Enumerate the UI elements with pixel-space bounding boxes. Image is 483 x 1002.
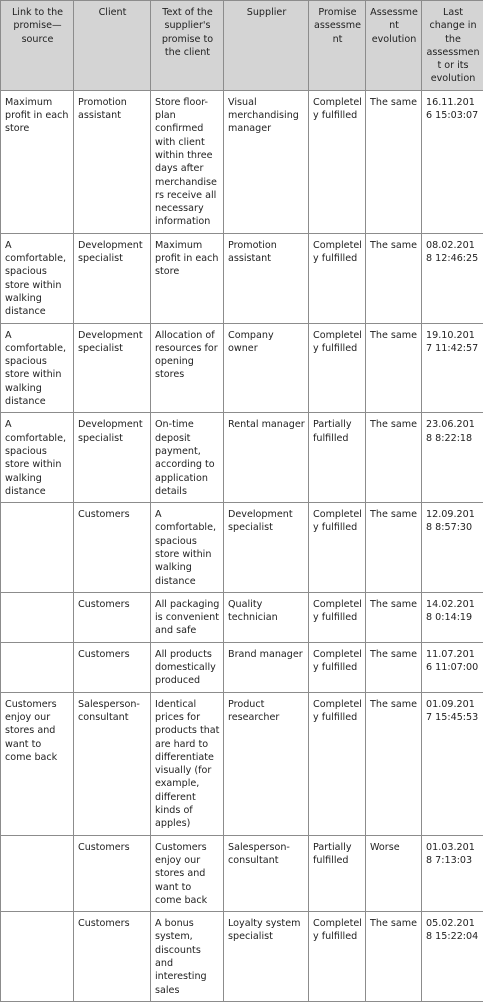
cell-evolution: The same xyxy=(366,692,422,835)
cell-promise: All packaging is convenient and safe xyxy=(151,592,224,642)
cell-promise: Customers enjoy our stores and want to come back xyxy=(151,835,224,911)
cell-link: A comfortable, spacious store within walking distance xyxy=(1,323,74,413)
cell-supplier: Rental manager xyxy=(224,413,309,503)
cell-evolution: The same xyxy=(366,413,422,503)
cell-client: Salesperson-consultant xyxy=(74,692,151,835)
cell-assessment: Completely fulfilled xyxy=(309,912,366,1002)
cell-link: Maximum profit in each store xyxy=(1,90,74,233)
cell-client: Development specialist xyxy=(74,233,151,323)
cell-last-change: 05.02.2018 15:22:04 xyxy=(422,912,483,1002)
cell-client: Development specialist xyxy=(74,413,151,503)
header-supplier: Supplier xyxy=(224,1,309,91)
cell-last-change: 16.11.2016 15:03:07 xyxy=(422,90,483,233)
header-client: Client xyxy=(74,1,151,91)
cell-evolution: The same xyxy=(366,642,422,692)
cell-promise: Maximum profit in each store xyxy=(151,233,224,323)
table-header xyxy=(1,1,483,91)
cell-evolution: The same xyxy=(366,503,422,593)
cell-assessment: Completely fulfilled xyxy=(309,233,366,323)
cell-last-change: 08.02.2018 12:46:25 xyxy=(422,233,483,323)
cell-supplier: Product researcher xyxy=(224,692,309,835)
table-row xyxy=(1,413,483,503)
cell-client: Customers xyxy=(74,503,151,593)
cell-evolution: The same xyxy=(366,592,422,642)
cell-supplier: Company owner xyxy=(224,323,309,413)
cell-client: Customers xyxy=(74,642,151,692)
cell-promise: A comfortable, spacious store within walking distance xyxy=(151,503,224,593)
header-promise-text: Text of the supplier's promise to the client xyxy=(151,1,224,91)
cell-evolution: The same xyxy=(366,323,422,413)
cell-evolution: The same xyxy=(366,90,422,233)
table-row xyxy=(1,233,483,323)
cell-link: Customers enjoy our stores and want to come back xyxy=(1,692,74,835)
table-row xyxy=(1,503,483,593)
cell-supplier: Visual merchandising manager xyxy=(224,90,309,233)
cell-promise: Store floor-plan confirmed with client within three days after merchandisers receive all necessary information xyxy=(151,90,224,233)
cell-evolution: The same xyxy=(366,233,422,323)
cell-assessment: Completely fulfilled xyxy=(309,90,366,233)
cell-last-change: 11.07.2016 11:07:00 xyxy=(422,642,483,692)
cell-supplier: Brand manager xyxy=(224,642,309,692)
table-row xyxy=(1,912,483,1002)
header-assessment-evolution: Assessment evolution xyxy=(366,1,422,91)
table-row xyxy=(1,642,483,692)
cell-promise: Allocation of resources for opening stores xyxy=(151,323,224,413)
cell-link xyxy=(1,912,74,1002)
cell-evolution: Worse xyxy=(366,835,422,911)
cell-client: Customers xyxy=(74,835,151,911)
cell-assessment: Partially fulfilled xyxy=(309,835,366,911)
cell-supplier: Promotion assistant xyxy=(224,233,309,323)
cell-link xyxy=(1,503,74,593)
cell-assessment: Completely fulfilled xyxy=(309,692,366,835)
cell-link xyxy=(1,592,74,642)
cell-promise: All products domestically produced xyxy=(151,642,224,692)
cell-assessment: Partially fulfilled xyxy=(309,413,366,503)
table-row xyxy=(1,90,483,233)
cell-last-change: 23.06.2018 8:22:18 xyxy=(422,413,483,503)
cell-last-change: 14.02.2018 0:14:19 xyxy=(422,592,483,642)
cell-link: A comfortable, spacious store within walking distance xyxy=(1,233,74,323)
cell-last-change: 01.03.2018 7:13:03 xyxy=(422,835,483,911)
cell-supplier: Salesperson-consultant xyxy=(224,835,309,911)
cell-client: Promotion assistant xyxy=(74,90,151,233)
cell-promise: A bonus system, discounts and interesting sales xyxy=(151,912,224,1002)
cell-promise: Identical prices for products that are hard to differentiate visually (for example, different kinds of apples) xyxy=(151,692,224,835)
table-row xyxy=(1,692,483,835)
cell-assessment: Completely fulfilled xyxy=(309,503,366,593)
header-row xyxy=(1,1,483,91)
cell-assessment: Completely fulfilled xyxy=(309,592,366,642)
cell-last-change: 01.09.2017 15:45:53 xyxy=(422,692,483,835)
cell-client: Development specialist xyxy=(74,323,151,413)
header-promise-assessment: Promise assessment xyxy=(309,1,366,91)
cell-supplier: Loyalty system specialist xyxy=(224,912,309,1002)
cell-link xyxy=(1,642,74,692)
cell-supplier: Quality technician xyxy=(224,592,309,642)
cell-assessment: Completely fulfilled xyxy=(309,642,366,692)
header-link-to-promise: Link to the promise—source xyxy=(1,1,74,91)
cell-promise: On-time deposit payment, according to application details xyxy=(151,413,224,503)
table-body xyxy=(1,90,483,1001)
table-row xyxy=(1,323,483,413)
cell-last-change: 12.09.2018 8:57:30 xyxy=(422,503,483,593)
cell-client: Customers xyxy=(74,592,151,642)
cell-link: A comfortable, spacious store within walking distance xyxy=(1,413,74,503)
cell-assessment: Completely fulfilled xyxy=(309,323,366,413)
table-row xyxy=(1,592,483,642)
cell-last-change: 19.10.2017 11:42:57 xyxy=(422,323,483,413)
header-last-change: Last change in the assessment or its evolution xyxy=(422,1,483,91)
cell-evolution: The same xyxy=(366,912,422,1002)
cell-client: Customers xyxy=(74,912,151,1002)
cell-supplier: Development specialist xyxy=(224,503,309,593)
